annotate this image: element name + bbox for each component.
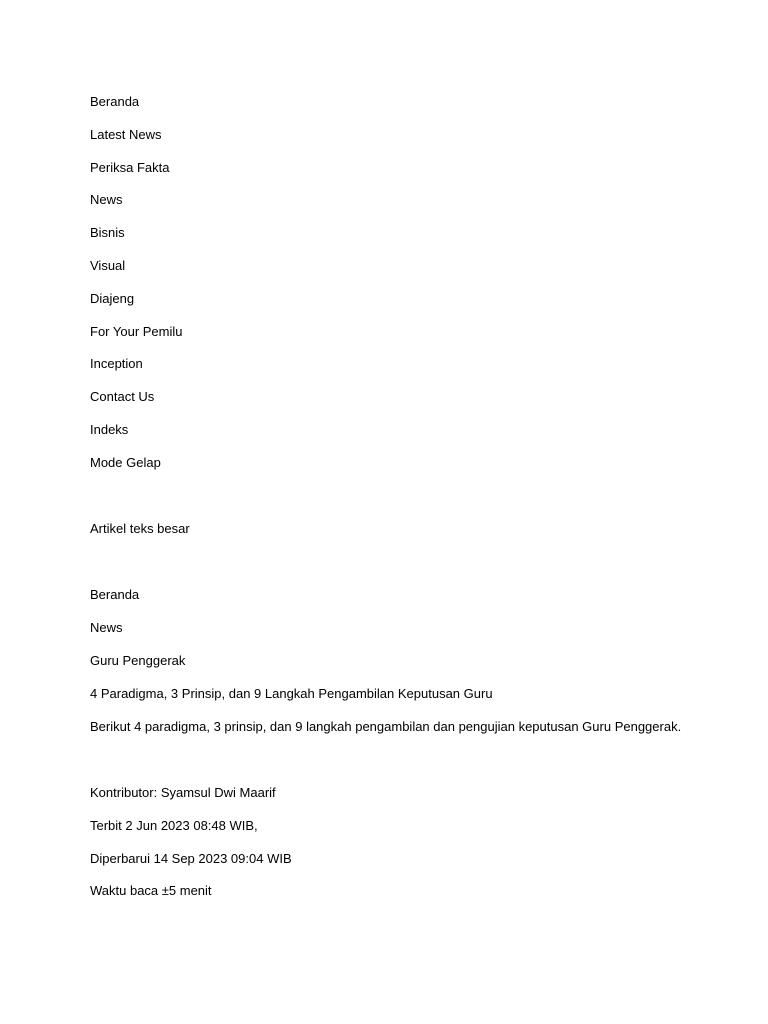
nav-item-beranda[interactable]: Beranda <box>90 94 140 109</box>
article-summary: Berikut 4 paradigma, 3 prinsip, dan 9 langkah pengambilan dan pengujian keputusan Guru Penggerak. <box>90 719 682 734</box>
nav-item-visual[interactable]: Visual <box>90 258 126 273</box>
nav-item-for-your-pemilu[interactable]: For Your Pemilu <box>90 324 183 339</box>
nav-item-bisnis[interactable]: Bisnis <box>90 225 125 240</box>
article-contributor: Kontributor: Syamsul Dwi Maarif <box>90 785 276 800</box>
breadcrumb-item-guru-penggerak[interactable]: Guru Penggerak <box>90 653 186 668</box>
nav-item-periksa-fakta[interactable]: Periksa Fakta <box>90 160 170 175</box>
article-updated: Diperbarui 14 Sep 2023 09:04 WIB <box>90 851 292 866</box>
nav-item-diajeng[interactable]: Diajeng <box>90 291 135 306</box>
nav-item-news[interactable]: News <box>90 192 123 207</box>
breadcrumb-item-beranda[interactable]: Beranda <box>90 587 140 602</box>
nav-item-latest-news[interactable]: Latest News <box>90 127 162 142</box>
nav-item-contact-us[interactable]: Contact Us <box>90 389 155 404</box>
breadcrumb-item-news[interactable]: News <box>90 620 123 635</box>
article-title: 4 Paradigma, 3 Prinsip, dan 9 Langkah Pengambilan Keputusan Guru <box>90 686 493 701</box>
nav-item-inception[interactable]: Inception <box>90 356 143 371</box>
nav-item-indeks[interactable]: Indeks <box>90 422 129 437</box>
dark-mode-toggle[interactable]: Mode Gelap <box>90 455 161 470</box>
article-published: Terbit 2 Jun 2023 08:48 WIB, <box>90 818 258 833</box>
article-read-time: Waktu baca ±5 menit <box>90 883 212 898</box>
large-text-toggle[interactable]: Artikel teks besar <box>90 521 190 536</box>
